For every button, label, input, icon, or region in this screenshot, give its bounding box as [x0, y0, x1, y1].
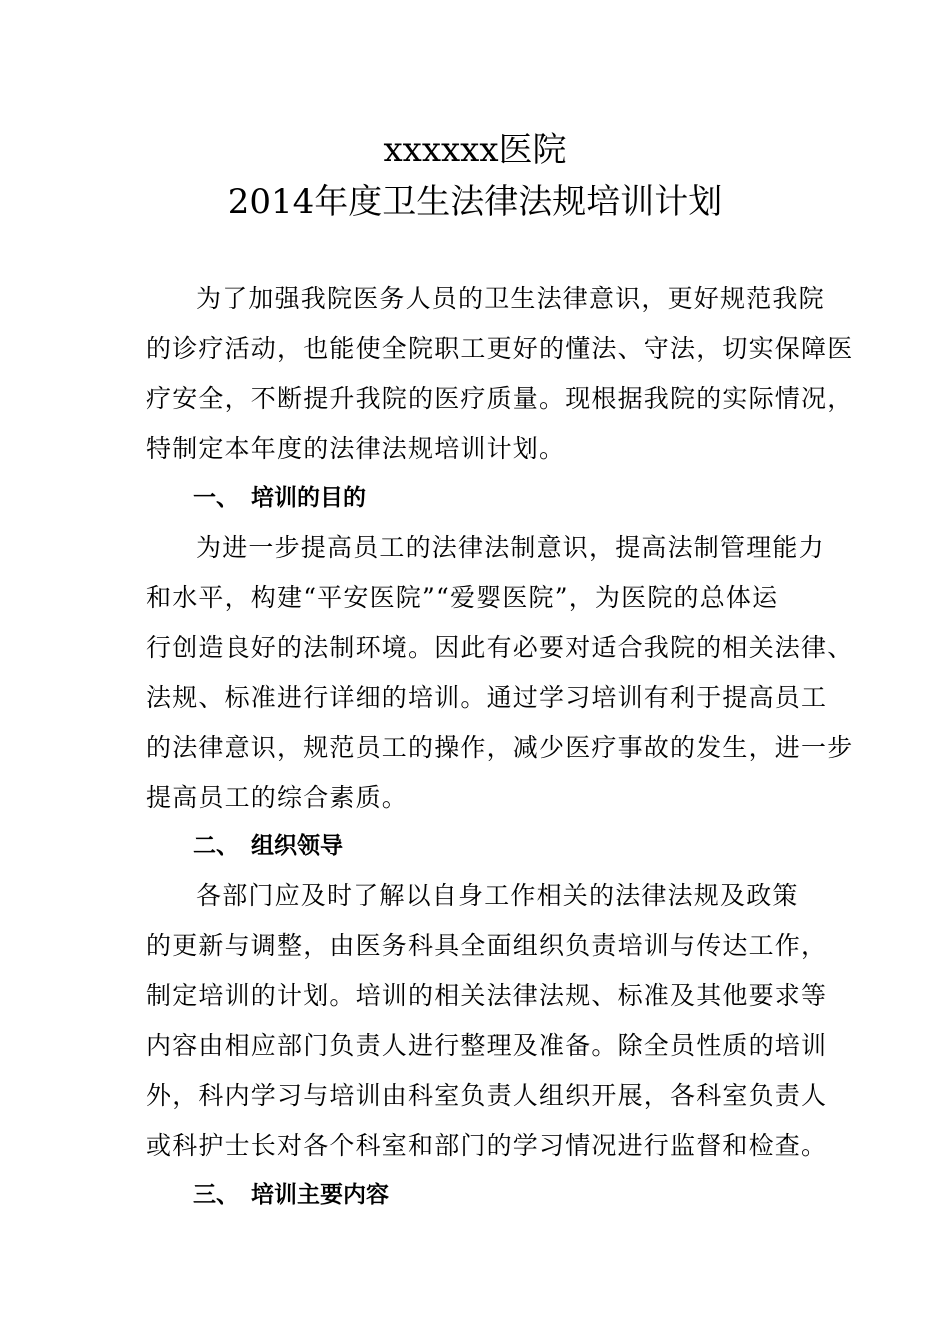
document-title-hospital: xxxxxx医院 [383, 130, 567, 170]
paragraph-line: 行创造良好的法制环境。因此有必要对适合我院的相关法律、 [146, 633, 854, 662]
paragraph-line: 法规、标准进行详细的培训。通过学习培训有利于提高员工 [146, 683, 828, 712]
intro-line: 为了加强我院医务人员的卫生法律意识，更好规范我院 [196, 284, 825, 313]
document-title-plan: 2014年度卫生法律法规培训计划 [227, 182, 723, 222]
paragraph-line: 各部门应及时了解以自身工作相关的法律法规及政策 [196, 881, 799, 910]
paragraph-line: 或科护士长对各个科室和部门的学习情况进行监督和检查。 [146, 1131, 828, 1160]
intro-line: 疗安全，不断提升我院的医疗质量。现根据我院的实际情况， [146, 384, 854, 413]
paragraph-line: 的更新与调整，由医务科具全面组织负责培训与传达工作， [146, 931, 828, 960]
paragraph-line: 制定培训的计划。培训的相关法律法规、标准及其他要求等 [146, 981, 828, 1010]
section-heading [193, 830, 343, 862]
section-heading [193, 482, 366, 514]
section-title: 培训的目的 [251, 485, 366, 511]
intro-line: 特制定本年度的法律法规培训计划。 [146, 434, 566, 463]
section-number: 一、 [193, 485, 239, 511]
paragraph-line: 和水平，构建“平安医院”“爱婴医院”，为医院的总体运 [146, 583, 779, 612]
section-number: 二、 [193, 833, 239, 859]
paragraph-line: 外，科内学习与培训由科室负责人组织开展，各科室负责人 [146, 1081, 828, 1110]
section-number: 三、 [193, 1182, 239, 1208]
section-title: 组织领导 [251, 833, 343, 859]
section-title: 培训主要内容 [251, 1182, 389, 1208]
intro-line: 的诊疗活动，也能使全院职工更好的懂法、守法，切实保障医 [146, 334, 854, 363]
paragraph-line: 的法律意识，规范员工的操作，减少医疗事故的发生，进一步 [146, 733, 854, 762]
section-heading [193, 1179, 389, 1211]
paragraph-line: 提高员工的综合素质。 [146, 783, 409, 812]
paragraph-line: 内容由相应部门负责人进行整理及准备。除全员性质的培训 [146, 1031, 828, 1060]
paragraph-line: 为进一步提高员工的法律法制意识，提高法制管理能力 [196, 533, 825, 562]
